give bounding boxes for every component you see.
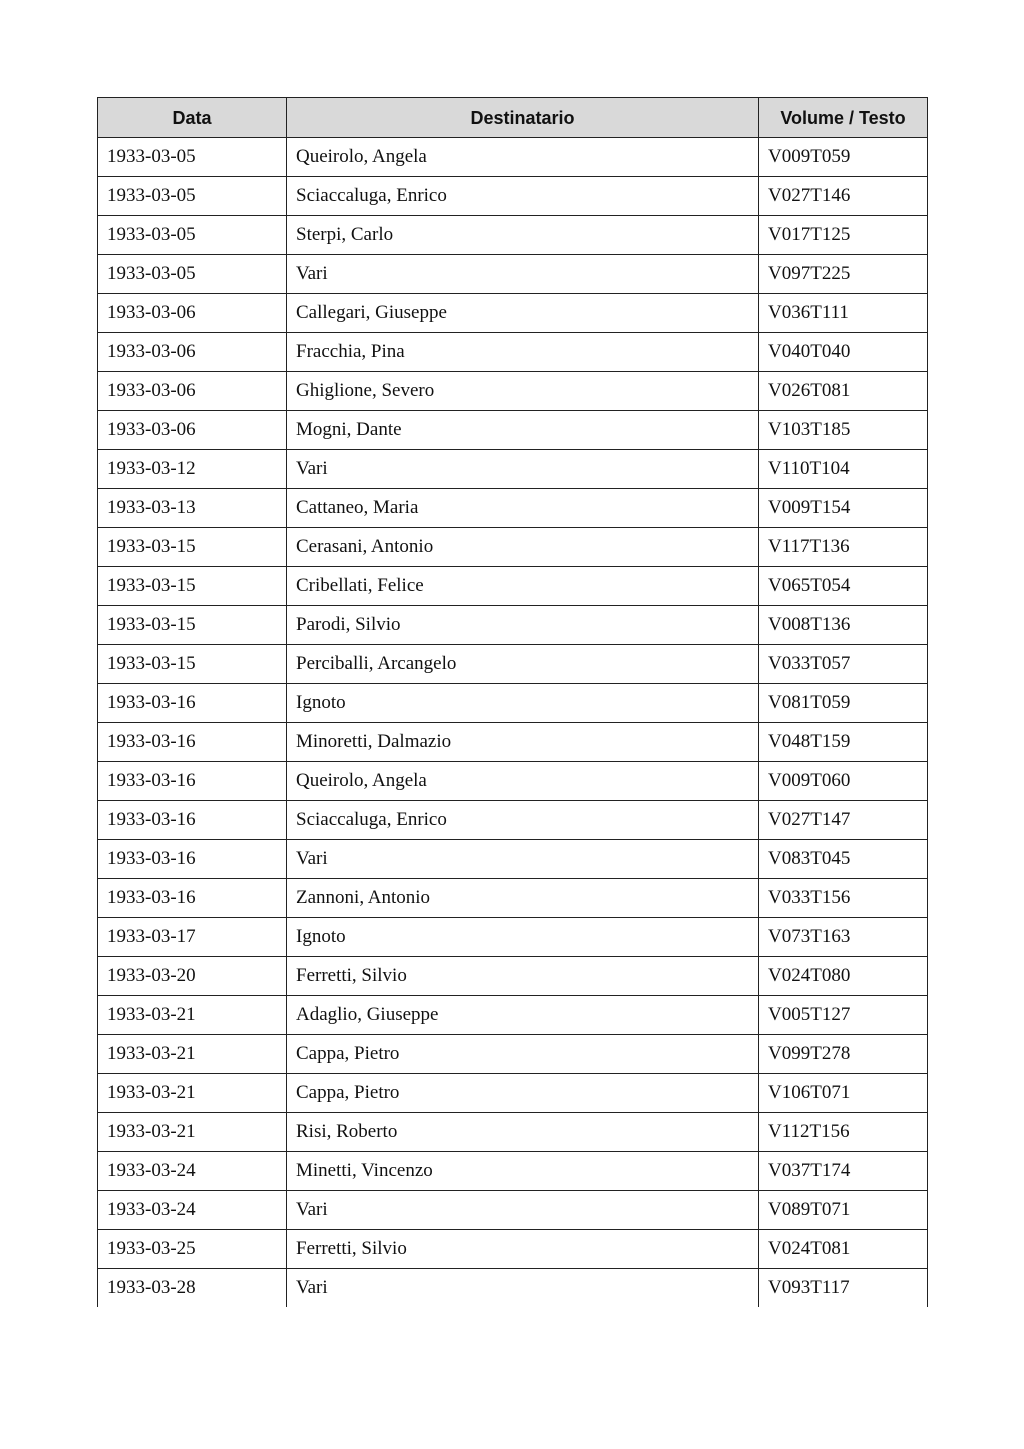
table-row: [98, 723, 928, 762]
cell-recipient: Vari: [287, 255, 759, 294]
cell-volume-text: V117T136: [759, 528, 928, 567]
header-date: Data: [98, 98, 287, 138]
cell-volume-text: V089T071: [759, 1191, 928, 1230]
cell-date: 1933-03-28: [98, 1269, 287, 1308]
cell-date: 1933-03-16: [98, 762, 287, 801]
cell-recipient: Cappa, Pietro: [287, 1035, 759, 1074]
cell-recipient: Ferretti, Silvio: [287, 1230, 759, 1269]
cell-date: 1933-03-17: [98, 918, 287, 957]
cell-recipient: Sterpi, Carlo: [287, 216, 759, 255]
cell-recipient: Minetti, Vincenzo: [287, 1152, 759, 1191]
cell-volume-text: V009T060: [759, 762, 928, 801]
cell-recipient: Mogni, Dante: [287, 411, 759, 450]
cell-date: 1933-03-05: [98, 216, 287, 255]
cell-recipient: Zannoni, Antonio: [287, 879, 759, 918]
table-row: [98, 1113, 928, 1152]
table-row: [98, 762, 928, 801]
cell-recipient: Ignoto: [287, 684, 759, 723]
cell-volume-text: V037T174: [759, 1152, 928, 1191]
cell-recipient: Sciaccaluga, Enrico: [287, 801, 759, 840]
cell-recipient: Ferretti, Silvio: [287, 957, 759, 996]
table-row: [98, 255, 928, 294]
table-row: [98, 684, 928, 723]
table-row: [98, 450, 928, 489]
cell-volume-text: V027T146: [759, 177, 928, 216]
cell-recipient: Ghiglione, Severo: [287, 372, 759, 411]
document-page: [97, 97, 927, 1307]
table-row: [98, 879, 928, 918]
header-recipient: Destinatario: [287, 98, 759, 138]
table-row: [98, 1191, 928, 1230]
cell-date: 1933-03-24: [98, 1191, 287, 1230]
table-row: [98, 645, 928, 684]
header-volume-text: Volume / Testo: [759, 98, 928, 138]
cell-date: 1933-03-05: [98, 255, 287, 294]
table-row: [98, 372, 928, 411]
cell-volume-text: V112T156: [759, 1113, 928, 1152]
table-row: [98, 411, 928, 450]
cell-volume-text: V110T104: [759, 450, 928, 489]
table-row: [98, 333, 928, 372]
cell-date: 1933-03-21: [98, 1074, 287, 1113]
cell-recipient: Parodi, Silvio: [287, 606, 759, 645]
cell-date: 1933-03-06: [98, 333, 287, 372]
cell-date: 1933-03-15: [98, 606, 287, 645]
cell-recipient: Cerasani, Antonio: [287, 528, 759, 567]
cell-volume-text: V065T054: [759, 567, 928, 606]
cell-recipient: Vari: [287, 1269, 759, 1308]
cell-date: 1933-03-21: [98, 1113, 287, 1152]
cell-volume-text: V026T081: [759, 372, 928, 411]
cell-volume-text: V083T045: [759, 840, 928, 879]
cell-recipient: Perciballi, Arcangelo: [287, 645, 759, 684]
cell-volume-text: V008T136: [759, 606, 928, 645]
table-row: [98, 1035, 928, 1074]
table-row: [98, 801, 928, 840]
cell-volume-text: V027T147: [759, 801, 928, 840]
cell-volume-text: V093T117: [759, 1269, 928, 1308]
cell-date: 1933-03-12: [98, 450, 287, 489]
cell-date: 1933-03-15: [98, 567, 287, 606]
cell-recipient: Sciaccaluga, Enrico: [287, 177, 759, 216]
cell-date: 1933-03-13: [98, 489, 287, 528]
cell-date: 1933-03-21: [98, 1035, 287, 1074]
table-row: [98, 138, 928, 177]
cell-date: 1933-03-16: [98, 879, 287, 918]
cell-volume-text: V106T071: [759, 1074, 928, 1113]
table-row: [98, 294, 928, 333]
table-row: [98, 528, 928, 567]
cell-recipient: Ignoto: [287, 918, 759, 957]
cell-volume-text: V099T278: [759, 1035, 928, 1074]
cell-recipient: Risi, Roberto: [287, 1113, 759, 1152]
cell-date: 1933-03-16: [98, 801, 287, 840]
table-row: [98, 918, 928, 957]
cell-date: 1933-03-16: [98, 840, 287, 879]
table-row: [98, 216, 928, 255]
table-row: [98, 1230, 928, 1269]
cell-volume-text: V073T163: [759, 918, 928, 957]
cell-date: 1933-03-16: [98, 684, 287, 723]
letters-table: [97, 97, 928, 1307]
cell-date: 1933-03-16: [98, 723, 287, 762]
cell-volume-text: V009T154: [759, 489, 928, 528]
cell-date: 1933-03-05: [98, 177, 287, 216]
cell-date: 1933-03-05: [98, 138, 287, 177]
cell-volume-text: V103T185: [759, 411, 928, 450]
cell-recipient: Queirolo, Angela: [287, 762, 759, 801]
cell-volume-text: V009T059: [759, 138, 928, 177]
table-body: [98, 138, 928, 1308]
table-row: [98, 1152, 928, 1191]
cell-volume-text: V017T125: [759, 216, 928, 255]
header-row: [98, 98, 928, 138]
cell-date: 1933-03-21: [98, 996, 287, 1035]
cell-date: 1933-03-15: [98, 528, 287, 567]
cell-recipient: Fracchia, Pina: [287, 333, 759, 372]
cell-volume-text: V048T159: [759, 723, 928, 762]
cell-volume-text: V033T057: [759, 645, 928, 684]
cell-volume-text: V024T080: [759, 957, 928, 996]
cell-date: 1933-03-06: [98, 294, 287, 333]
cell-volume-text: V081T059: [759, 684, 928, 723]
cell-recipient: Vari: [287, 1191, 759, 1230]
cell-date: 1933-03-24: [98, 1152, 287, 1191]
cell-recipient: Cattaneo, Maria: [287, 489, 759, 528]
cell-volume-text: V024T081: [759, 1230, 928, 1269]
cell-volume-text: V033T156: [759, 879, 928, 918]
cell-volume-text: V036T111: [759, 294, 928, 333]
cell-date: 1933-03-20: [98, 957, 287, 996]
table-row: [98, 996, 928, 1035]
table-row: [98, 1074, 928, 1113]
cell-recipient: Cribellati, Felice: [287, 567, 759, 606]
cell-volume-text: V040T040: [759, 333, 928, 372]
table-row: [98, 489, 928, 528]
cell-volume-text: V097T225: [759, 255, 928, 294]
table-header: [98, 98, 928, 138]
cell-recipient: Callegari, Giuseppe: [287, 294, 759, 333]
table-row: [98, 1269, 928, 1308]
table-row: [98, 567, 928, 606]
cell-recipient: Queirolo, Angela: [287, 138, 759, 177]
table-row: [98, 177, 928, 216]
cell-date: 1933-03-06: [98, 372, 287, 411]
table-row: [98, 606, 928, 645]
cell-volume-text: V005T127: [759, 996, 928, 1035]
cell-recipient: Vari: [287, 450, 759, 489]
table-row: [98, 957, 928, 996]
cell-recipient: Cappa, Pietro: [287, 1074, 759, 1113]
cell-date: 1933-03-25: [98, 1230, 287, 1269]
cell-date: 1933-03-15: [98, 645, 287, 684]
cell-recipient: Vari: [287, 840, 759, 879]
table-row: [98, 840, 928, 879]
cell-recipient: Minoretti, Dalmazio: [287, 723, 759, 762]
cell-date: 1933-03-06: [98, 411, 287, 450]
cell-recipient: Adaglio, Giuseppe: [287, 996, 759, 1035]
